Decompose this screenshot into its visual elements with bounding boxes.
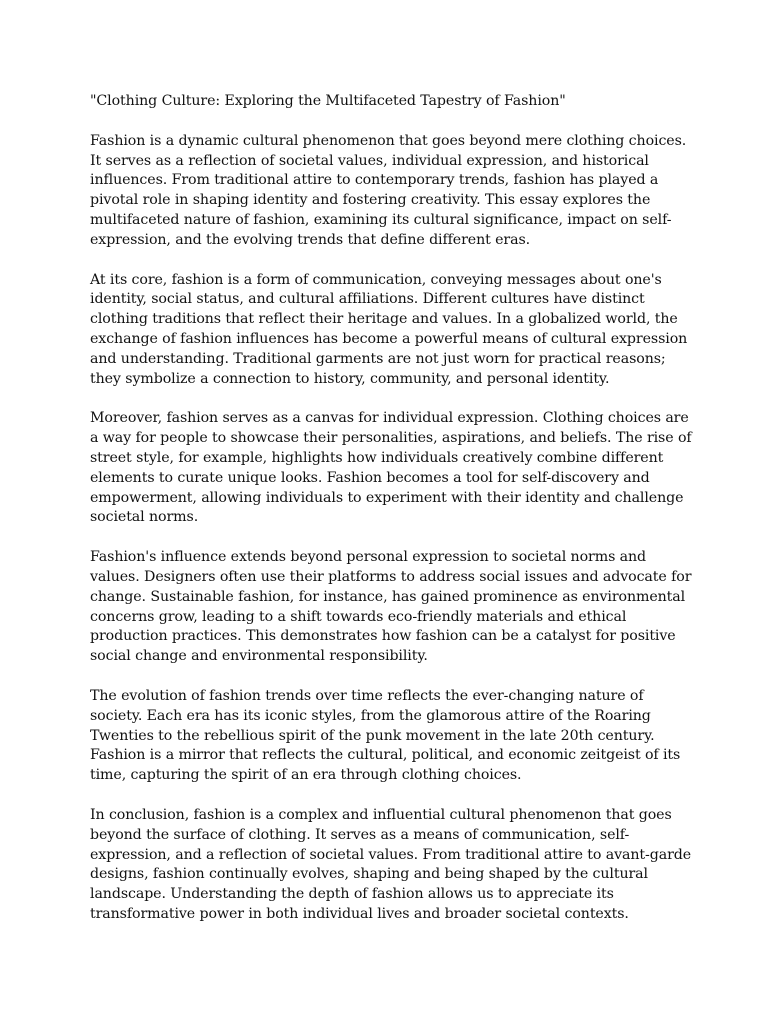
paragraph-line: multifaceted nature of fashion, examining its cultural significance, impact on self- (90, 211, 672, 228)
paragraph-line: values. Designers often use their platforms to address social issues and advocate for (90, 568, 692, 585)
paragraph-line: Fashion's influence extends beyond personal expression to societal norms and (90, 549, 647, 566)
paragraph-line: expression, and the evolving trends that define different eras. (90, 231, 531, 248)
paragraph-container (90, 132, 690, 925)
paragraph-line: expression, and a reflection of societal values. From traditional attire to avant-garde (90, 846, 692, 863)
paragraph-3 (90, 409, 690, 528)
paragraph-line: clothing traditions that reflect their heritage and values. In a globalized world, the (90, 311, 678, 328)
paragraph-1 (90, 132, 690, 251)
paragraph-line: It serves as a reflection of societal values, individual expression, and historical (90, 152, 649, 169)
paragraph-line: concerns grow, leading to a shift towards eco-friendly materials and ethical (90, 608, 627, 625)
document-body (90, 92, 690, 925)
paragraph-line: Moreover, fashion serves as a canvas for individual expression. Clothing choices are (90, 410, 689, 427)
paragraph-line: empowerment, allowing individuals to experiment with their identity and challenge (90, 489, 684, 506)
paragraph-line: street style, for example, highlights how individuals creatively combine different (90, 449, 664, 466)
paragraph-line: Fashion is a mirror that reflects the cultural, political, and economic zeitgeist of its (90, 747, 681, 764)
paragraph-line: social change and environmental responsibility. (90, 648, 428, 665)
paragraph-line: At its core, fashion is a form of communication, conveying messages about one's (90, 271, 662, 288)
paragraph-line: designs, fashion continually evolves, shaping and being shaped by the cultural (90, 866, 648, 883)
paragraph-line: identity, social status, and cultural affiliations. Different cultures have distinct (90, 291, 645, 308)
paragraph-line: landscape. Understanding the depth of fashion allows us to appreciate its (90, 886, 614, 903)
document-title: "Clothing Culture: Exploring the Multifaceted Tapestry of Fashion" (90, 93, 566, 109)
paragraph-4 (90, 548, 690, 667)
paragraph-line: elements to curate unique looks. Fashion becomes a tool for self-discovery and (90, 469, 650, 486)
paragraph-5 (90, 687, 690, 786)
paragraph-line: societal norms. (90, 509, 199, 526)
paragraph-line: production practices. This demonstrates how fashion can be a catalyst for positive (90, 628, 676, 645)
paragraph-line: a way for people to showcase their personalities, aspirations, and beliefs. The rise of (90, 430, 692, 447)
paragraph-line: and understanding. Traditional garments are not just worn for practical reasons; (90, 350, 666, 367)
paragraph-line: exchange of fashion influences has become a powerful means of cultural expression (90, 330, 688, 347)
paragraph-line: Twenties to the rebellious spirit of the punk movement in the late 20th century. (90, 727, 655, 744)
paragraph-line: Fashion is a dynamic cultural phenomenon that goes beyond mere clothing choices. (90, 132, 687, 149)
paragraph-line: beyond the surface of clothing. It serves as a means of communication, self- (90, 826, 630, 843)
paragraph-line: influences. From traditional attire to contemporary trends, fashion has played a (90, 172, 659, 189)
paragraph-line: they symbolize a connection to history, community, and personal identity. (90, 370, 610, 387)
paragraph-line: pivotal role in shaping identity and fostering creativity. This essay explores the (90, 192, 651, 209)
paragraph-line: time, capturing the spirit of an era through clothing choices. (90, 767, 522, 784)
paragraph-line: change. Sustainable fashion, for instance, has gained prominence as environmental (90, 588, 686, 605)
paragraph-6 (90, 806, 690, 925)
paragraph-line: society. Each era has its iconic styles, from the glamorous attire of the Roaring (90, 707, 651, 724)
paragraph-line: In conclusion, fashion is a complex and influential cultural phenomenon that goes (90, 806, 672, 823)
paragraph-2 (90, 271, 690, 390)
paragraph-line: transformative power in both individual lives and broader societal contexts. (90, 905, 629, 922)
paragraph-line: The evolution of fashion trends over time reflects the ever-changing nature of (90, 687, 644, 704)
